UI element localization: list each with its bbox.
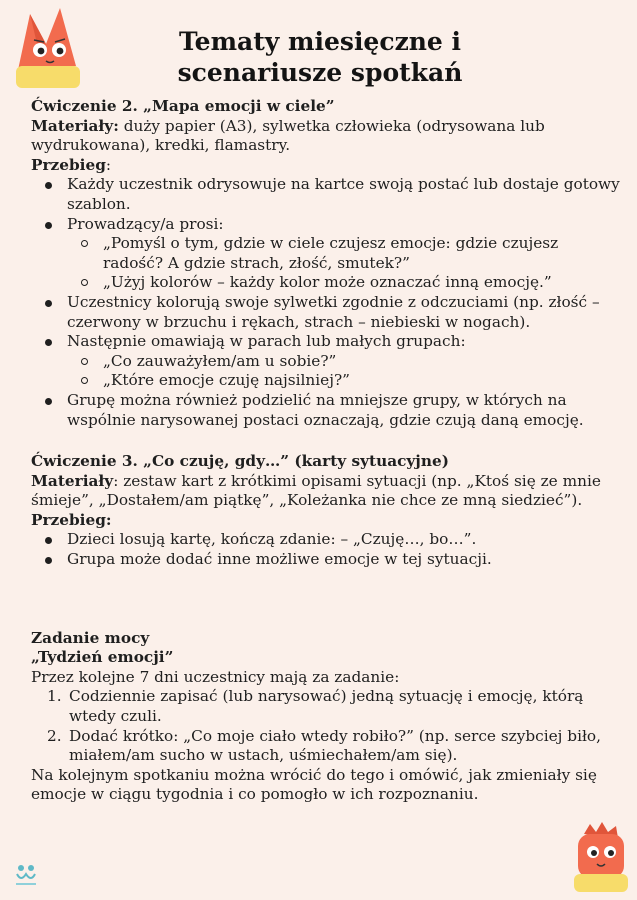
item-text: Codziennie zapisać (lub narysować) jedną sytuację i emocję, którą wtedy czuli. <box>69 687 584 726</box>
item-number: 1. <box>47 687 62 706</box>
materials-text: : zestaw kart z krótkimi opisami sytuacji (np. „Ktoś się ze mnie śmieje”, „Dostałem/am piątkę”, „Koleżanka nie chce ze mną siedzieć”). <box>31 471 601 510</box>
list-item <box>67 215 621 293</box>
exercise-3-heading: Ćwiczenie 3. „Co czuję, gdy…” (karty sytuacyjne) <box>31 452 449 471</box>
organization-logo-icon <box>14 862 38 888</box>
task-steps <box>31 687 621 765</box>
exercise-3-course-label: Przebieg: <box>31 510 112 529</box>
numbered-item <box>47 726 621 766</box>
list-item-text: Uczestnicy kolorują swoje sylwetki zgodnie z odczuciami (np. złość – czerwony w brzuchu i rękach, strach – niebieski w nogach). <box>67 292 600 331</box>
sub-list-item: „Co zauważyłem/am u sobie?” <box>103 352 621 372</box>
exercise-2-heading: Ćwiczenie 2. „Mapa emocji w ciele” <box>31 97 335 115</box>
numbered-item <box>47 687 621 726</box>
sub-list-item: „Które emocje czuję najsilniej?” <box>103 371 621 391</box>
list-item-text: Następnie omawiają w parach lub małych grupach: <box>67 332 466 351</box>
list-item: Grupa może dodać inne możliwe emocje w tej sytuacji. <box>67 550 621 570</box>
task-subheading: „Tydzień emocji” <box>31 648 174 667</box>
list-item <box>67 332 621 391</box>
course-colon: : <box>105 155 112 174</box>
fox-mascot-icon <box>8 4 104 96</box>
list-item: Dzieci losują kartę, kończą zdanie: – „Czuję…, bo…”. <box>67 530 621 550</box>
worksheet-content <box>31 97 621 805</box>
materials-label: Materiały <box>31 471 114 490</box>
list-item-text: Grupę można również podzielić na mniejsze grupy, w których na wspólnie narysowanej postaci oznaczają, gdzie czują daną emocję. <box>67 390 584 429</box>
page-title: Tematy miesięczne i scenariusze spotkań <box>177 27 463 87</box>
task-outro: Na kolejnym spotkaniu można wrócić do tego i omówić, jak zmieniały się emocje w ciągu tygodnia i co pomogło w ich rozpoznaniu. <box>31 765 597 804</box>
sub-list-item: „Pomyśl o tym, gdzie w ciele czujesz emocje: gdzie czujesz radość? A gdzie strach, złość, smutek?” <box>103 234 621 273</box>
item-text: Dodać krótko: „Co moje ciało wtedy robiło?” (np. serce szybciej biło, miałem/am sucho w ustach, uśmiechałem/am się). <box>69 726 601 765</box>
list-item <box>67 391 621 430</box>
task-heading: Zadanie mocy <box>31 628 150 647</box>
exercise-2-materials <box>31 117 621 156</box>
exercise-3-steps <box>31 530 621 569</box>
bird-mascot-icon <box>570 820 632 894</box>
sub-list-item: „Użyj kolorów – każdy kolor może oznaczać inną emocję.” <box>103 273 621 293</box>
item-number: 2. <box>47 726 62 745</box>
list-item-text: Każdy uczestnik odrysowuje na kartce swoją postać lub dostaje gotowy szablon. <box>67 175 620 213</box>
materials-label: Materiały: <box>31 116 119 135</box>
task-intro: Przez kolejne 7 dni uczestnicy mają za zadanie: <box>31 667 400 686</box>
course-label: Przebieg <box>31 155 106 174</box>
exercise-2-steps <box>31 175 621 430</box>
discussion-sublist <box>67 352 621 391</box>
prompt-sublist <box>67 234 621 293</box>
list-item-text: Prowadzący/a prosi: <box>67 214 224 233</box>
exercise-2-course <box>31 156 621 176</box>
list-item <box>67 293 621 332</box>
list-item <box>67 175 621 214</box>
materials-text: duży papier (A3), sylwetka człowieka (odrysowana lub wydrukowana), kredki, flamastry. <box>31 116 545 155</box>
exercise-3-materials <box>31 472 621 511</box>
